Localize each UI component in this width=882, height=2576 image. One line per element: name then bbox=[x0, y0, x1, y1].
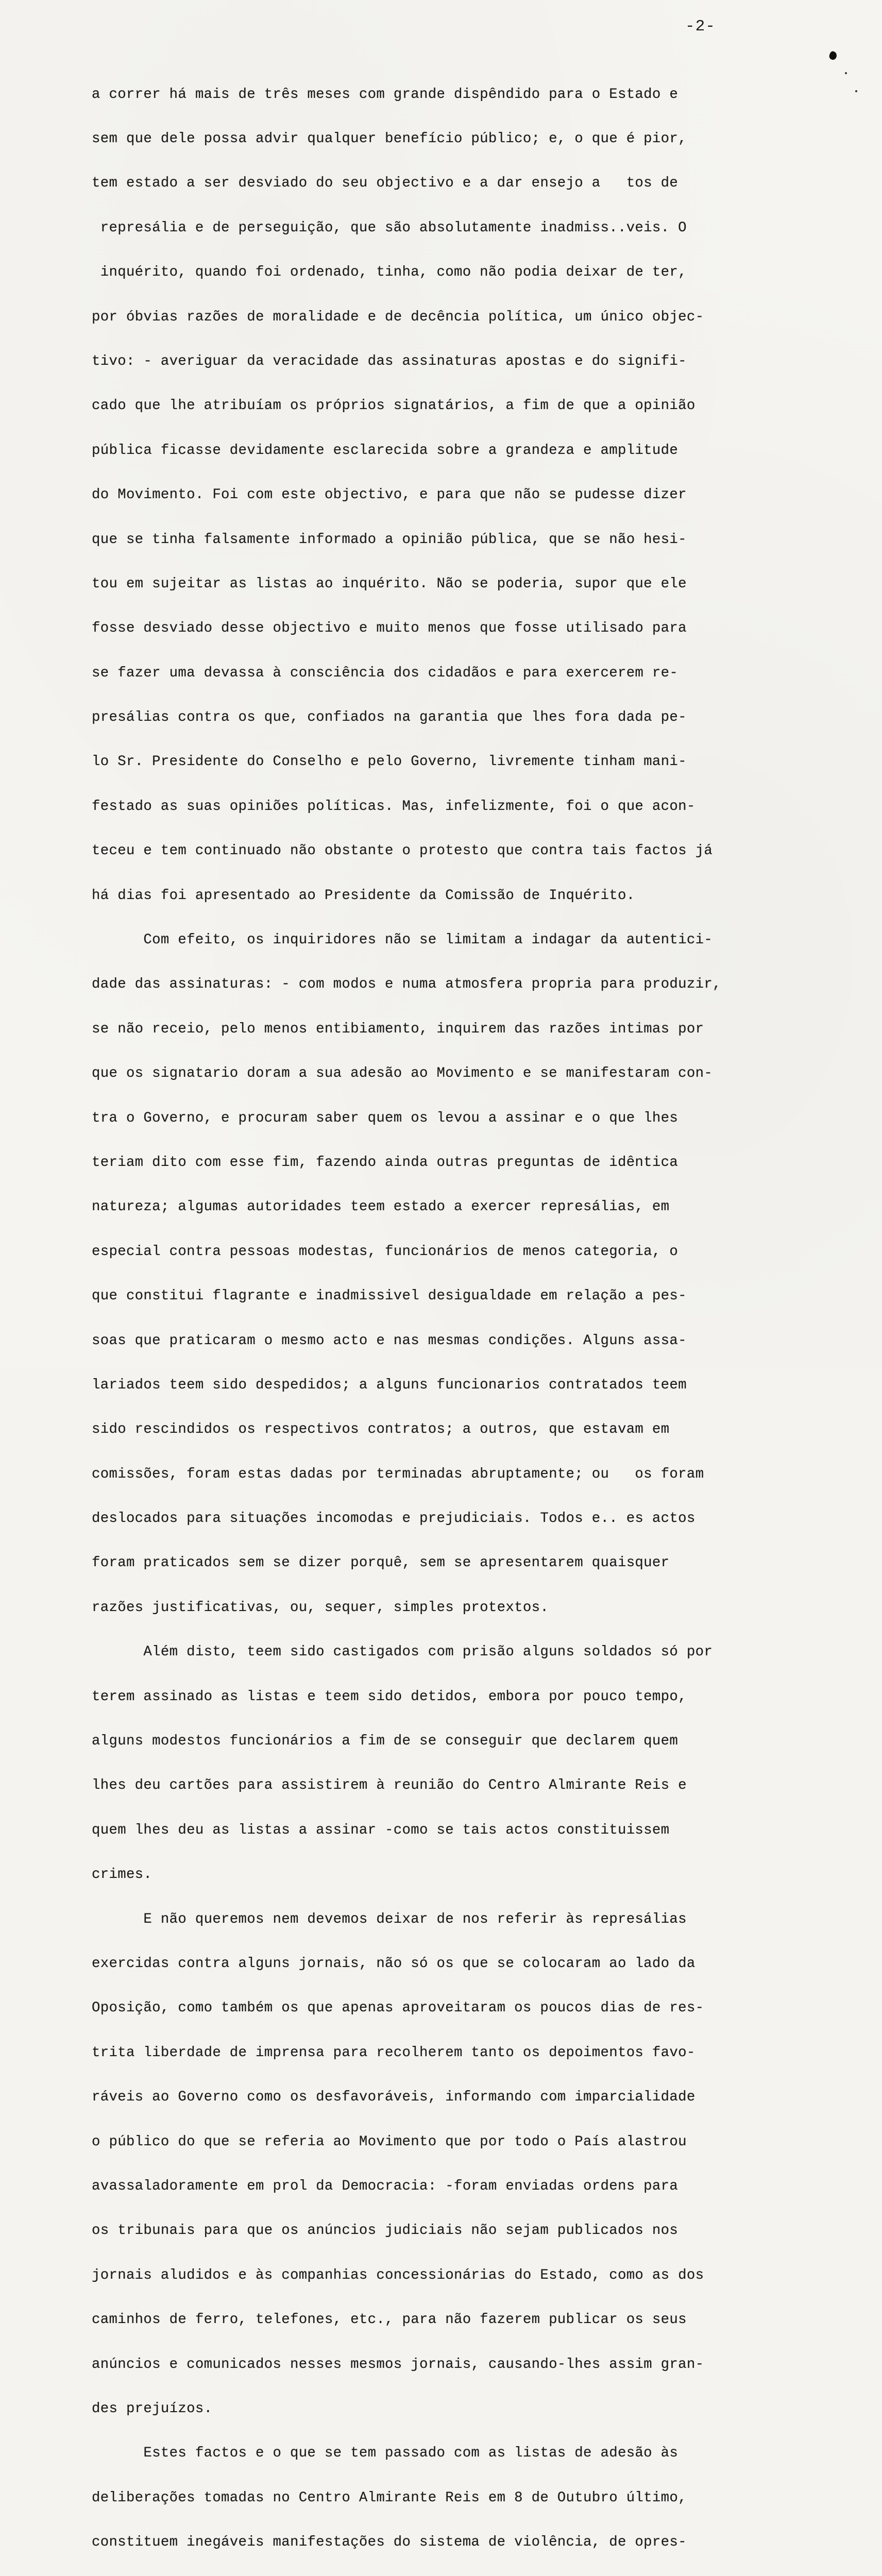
text-line: especial contra pessoas modestas, funcionários de menos categoria, o bbox=[92, 1243, 679, 1260]
text-line: des prejuízos. bbox=[92, 2400, 213, 2417]
text-line: lo Sr. Presidente do Conselho e pelo Governo, livremente tinham mani- bbox=[92, 754, 687, 770]
text-line: que os signatario doram a sua adesão ao Movimento e se manifestaram con- bbox=[92, 1065, 713, 1082]
text-line: teriam dito com esse fim, fazendo ainda outras preguntas de idêntica bbox=[92, 1154, 679, 1171]
text-line: fosse desviado desse objectivo e muito menos que fosse utilisado para bbox=[92, 620, 687, 637]
text-line: dade das assinaturas: - com modos e numa atmosfera propria para produzir, bbox=[92, 976, 721, 993]
text-line: deliberações tomadas no Centro Almirante Reis em 8 de Outubro último, bbox=[92, 2489, 687, 2506]
text-line: presálias contra os que, confiados na garantia que lhes fora dada pe- bbox=[92, 709, 687, 726]
text-line: o público do que se referia ao Movimento que por todo o País alastrou bbox=[92, 2133, 687, 2150]
text-line: comissões, foram estas dadas por terminadas abruptamente; ou os foram bbox=[92, 1466, 704, 1482]
text-line: há dias foi apresentado ao Presidente da Comissão de Inquérito. bbox=[92, 887, 635, 904]
text-line: teceu e tem continuado não obstante o protesto que contra tais factos já bbox=[92, 843, 713, 859]
text-line: Oposição, como também os que apenas aproveitaram os poucos dias de res- bbox=[92, 2000, 704, 2016]
text-line: represália e de perseguição, que são absolutamente inadmiss..veis. O bbox=[92, 219, 687, 236]
text-line: cado que lhe atribuíam os próprios signatários, a fim de que a opinião bbox=[92, 398, 696, 414]
text-line: razões justificativas, ou, sequer, simples protextos. bbox=[92, 1599, 549, 1616]
text-line: deslocados para situações incomodas e prejudiciais. Todos e.. es actos bbox=[92, 1511, 696, 1527]
text-line: E não queremos nem devemos deixar de nos referir às represálias bbox=[92, 1911, 687, 1927]
text-line: natureza; algumas autoridades teem estado a exercer represálias, em bbox=[92, 1199, 670, 1215]
text-line: soas que praticaram o mesmo acto e nas mesmas condições. Alguns assa- bbox=[92, 1332, 687, 1349]
text-line: inquérito, quando foi ordenado, tinha, como não podia deixar de ter, bbox=[92, 264, 687, 281]
text-line: crimes. bbox=[92, 1867, 152, 1883]
ink-speck bbox=[855, 90, 857, 92]
ink-speck bbox=[845, 72, 847, 74]
text-line: caminhos de ferro, telefones, etc., para não fazerem publicar os seus bbox=[92, 2312, 687, 2328]
text-line: se fazer uma devassa à consciência dos cidadãos e para exercerem re- bbox=[92, 665, 679, 681]
text-line: quem lhes deu as listas a assinar -como se tais actos constituissem bbox=[92, 1822, 670, 1838]
letter-body-text bbox=[92, 58, 844, 2576]
text-line: por óbvias razões de moralidade e de decência política, um único objec- bbox=[92, 309, 704, 325]
text-line: foram praticados sem se dizer porquê, sem se apresentarem quaisquer bbox=[92, 1555, 670, 1571]
text-line: alguns modestos funcionários a fim de se conseguir que declarem quem bbox=[92, 1733, 679, 1750]
text-line: que constitui flagrante e inadmissivel desigualdade em relação a pes- bbox=[92, 1288, 687, 1304]
text-line: terem assinado as listas e teem sido detidos, embora por pouco tempo, bbox=[92, 1688, 687, 1705]
text-line: sem que dele possa advir qualquer benefício público; e, o que é pior, bbox=[92, 130, 687, 147]
text-line: Além disto, teem sido castigados com prisão alguns soldados só por bbox=[92, 1644, 713, 1660]
text-line: Estes factos e o que se tem passado com as listas de adesão às bbox=[92, 2445, 679, 2462]
text-line: se não receio, pelo menos entibiamento, inquirem das razões intimas por bbox=[92, 1021, 704, 1037]
text-line: tou em sujeitar as listas ao inquérito. Não se poderia, supor que ele bbox=[92, 575, 687, 592]
text-line: a correr há mais de três meses com grande dispêndido para o Estado e bbox=[92, 86, 679, 103]
text-line: tivo: - averiguar da veracidade das assinaturas apostas e do signifi- bbox=[92, 353, 687, 369]
text-line: tem estado a ser desviado do seu objectivo e a dar ensejo a tos de bbox=[92, 175, 679, 192]
text-line: que se tinha falsamente informado a opinião pública, que se não hesi- bbox=[92, 531, 687, 548]
text-line: lhes deu cartões para assistirem à reunião do Centro Almirante Reis e bbox=[92, 1777, 687, 1794]
text-line: do Movimento. Foi com este objectivo, e para que não se pudesse dizer bbox=[92, 487, 687, 503]
text-line: constituem inegáveis manifestações do sistema de violência, de opres- bbox=[92, 2534, 687, 2551]
text-line: anúncios e comunicados nesses mesmos jornais, causando-lhes assim gran- bbox=[92, 2356, 704, 2372]
text-line: avassaladoramente em prol da Democracia: -foram enviadas ordens para bbox=[92, 2178, 679, 2194]
text-line: lariados teem sido despedidos; a alguns funcionarios contratados teem bbox=[92, 1377, 687, 1393]
text-line: pública ficasse devidamente esclarecida sobre a grandeza e amplitude bbox=[92, 442, 679, 459]
text-line: tra o Governo, e procuram saber quem os levou a assinar e o que lhes bbox=[92, 1110, 679, 1126]
text-line: ráveis ao Governo como os desfavoráveis, informando com imparcialidade bbox=[92, 2089, 696, 2106]
text-line: jornais aludidos e às companhias concessionárias do Estado, como as dos bbox=[92, 2267, 704, 2283]
text-line: trita liberdade de imprensa para recolherem tanto os depoimentos favo- bbox=[92, 2044, 696, 2061]
text-line: festado as suas opiniões políticas. Mas, infelizmente, foi o que acon- bbox=[92, 798, 696, 815]
page-number: -2- bbox=[685, 18, 716, 36]
text-line: sido rescindidos os respectivos contratos; a outros, que estavam em bbox=[92, 1421, 670, 1438]
text-line: os tribunais para que os anúncios judiciais não sejam publicados nos bbox=[92, 2223, 679, 2239]
text-line: exercidas contra alguns jornais, não só os que se colocaram ao lado da bbox=[92, 1956, 696, 1972]
text-line: Com efeito, os inquiridores não se limitam a indagar da autentici- bbox=[92, 932, 713, 948]
